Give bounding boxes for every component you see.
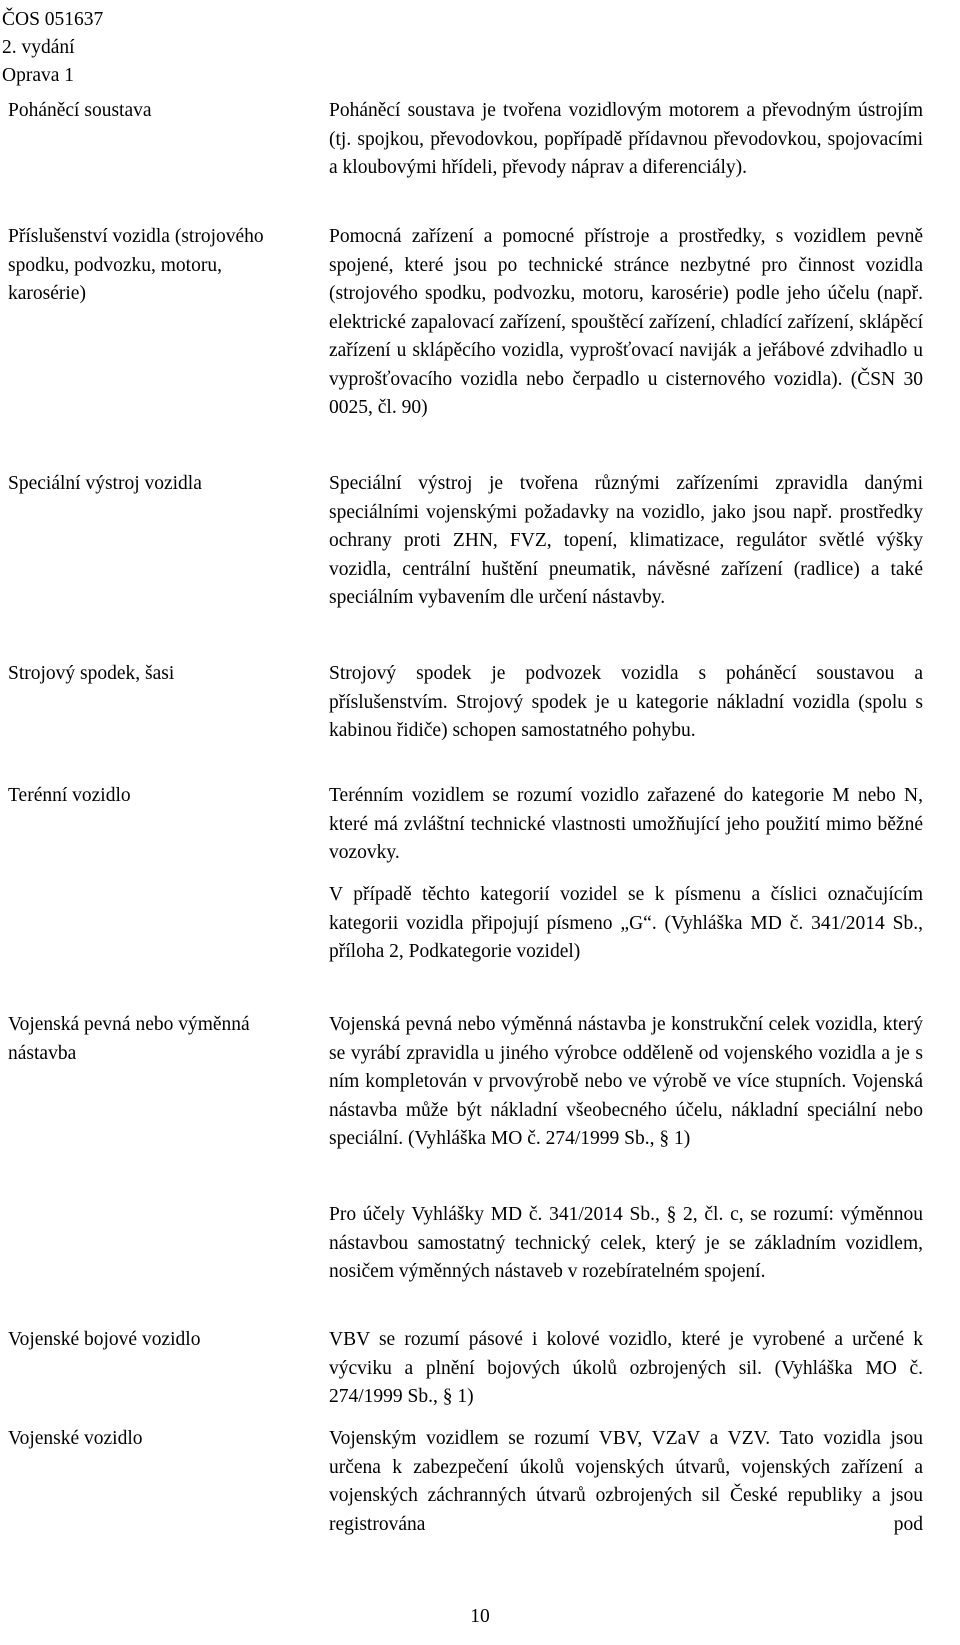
definition-description: VBV se rozumí pásové i kolové vozidlo, které je vyrobené a určené k výcviku a plnění bojových úkolů ozbrojených sil. (Vyhláška MO č. 274/1999 Sb., § 1) xyxy=(329,1329,923,1407)
definition-continuation: V případě těchto kategorií vozidel se k písmenu a číslici označujícím kategorii vozidla připojují písmeno „G“. (Vyhláška MD č. 341/2014 Sb., příloha 2, Podkategorie vozidel) xyxy=(329,884,923,962)
standard-number: ČOS 051637 xyxy=(2,9,104,30)
definition-description: Vojenským vozidlem se rozumí VBV, VZaV a VZV. Tato vozidla jsou určena k zabezpečení úkolů vojenských útvarů, vojenských zařízení a vojenských záchranných útvarů ozbrojených sil České republiky a jsou registrována pod xyxy=(329,1428,923,1535)
definition-description: Vojenská pevná nebo výměnná nástavba je konstrukční celek vozidla, který se vyrábí zpravidla u jiného výrobce odděleně od vojenského vozidla a je s ním kompletován v prvovýrobě nebo ve výrobě ve více stupních. Vojenská nástavba může být nákladní všeobecného účelu, nákladní speciální nebo speciální. (Vyhláška MO č. 274/1999 Sb., § 1) xyxy=(329,1014,923,1149)
definition-continuation: Pro účely Vyhlášky MD č. 341/2014 Sb., § 2, čl. c, se rozumí: výměnnou nástavbou samostatný technický celek, který je se základním vozidlem, nosičem výměnných nástaveb v rozebíratelném spojení. xyxy=(329,1204,923,1282)
amendment-label: Oprava 1 xyxy=(2,65,75,86)
definition-term: Vojenské vozidlo xyxy=(8,1428,143,1449)
definition-term: Poháněcí soustava xyxy=(8,100,152,121)
edition-label: 2. vydání xyxy=(2,37,75,58)
definition-term: Speciální výstroj vozidla xyxy=(8,473,202,494)
definition-term: Terénní vozidlo xyxy=(8,785,131,806)
definition-description: Pomocná zařízení a pomocné přístroje a prostředky, s vozidlem pevně spojené, které jsou po technické stránce nezbytné pro činnost vozidla (strojového spodku, podvozku, motoru, karosérie) podle jeho účelu (např. elektrické zapalovací zařízení, spouštěcí zařízení, chladící zařízení, sklápěcí zařízení u sklápěcího vozidla, vyprošťovací naviják a jeřábové zdvihadlo u vyprošťovacího vozidla nebo čerpadlo u cisternového vozidla). (ČSN 30 0025, čl. 90) xyxy=(329,226,923,418)
definition-description: Terénním vozidlem se rozumí vozidlo zařazené do kategorie M nebo N, které má zvláštní technické vlastnosti umožňující jeho použití mimo běžné vozovky. xyxy=(329,785,923,863)
definition-description: Strojový spodek je podvozek vozidla s poháněcí soustavou a příslušenstvím. Strojový spodek je u kategorie nákladní vozidla (spolu s kabinou řidiče) schopen samostatného pohybu. xyxy=(329,663,923,741)
definition-term: Příslušenství vozidla (strojového spodku, podvozku, motoru, karosérie) xyxy=(8,226,264,304)
definition-term: Vojenská pevná nebo výměnná nástavba xyxy=(8,1014,250,1064)
definition-description: Poháněcí soustava je tvořena vozidlovým motorem a převodným ústrojím (tj. spojkou, převodovkou, popřípadě přídavnou převodovkou, spojovacími a kloubovými hřídeli, převody náprav a diferenciály). xyxy=(329,100,923,178)
definition-term: Vojenské bojové vozidlo xyxy=(8,1329,201,1350)
definition-description: Speciální výstroj je tvořena různými zařízeními zpravidla danými speciálními vojenskými požadavky na vozidlo, jako jsou např. prostředky ochrany proti ZHN, FVZ, topení, klimatizace, regulátor světlé výšky vozidla, centrální huštění pneumatik, návěsné zařízení (radlice) a také speciálním vybavením dle určení nástavby. xyxy=(329,473,923,608)
definition-term: Strojový spodek, šasi xyxy=(8,663,175,684)
page-number: 10 xyxy=(470,1606,490,1627)
